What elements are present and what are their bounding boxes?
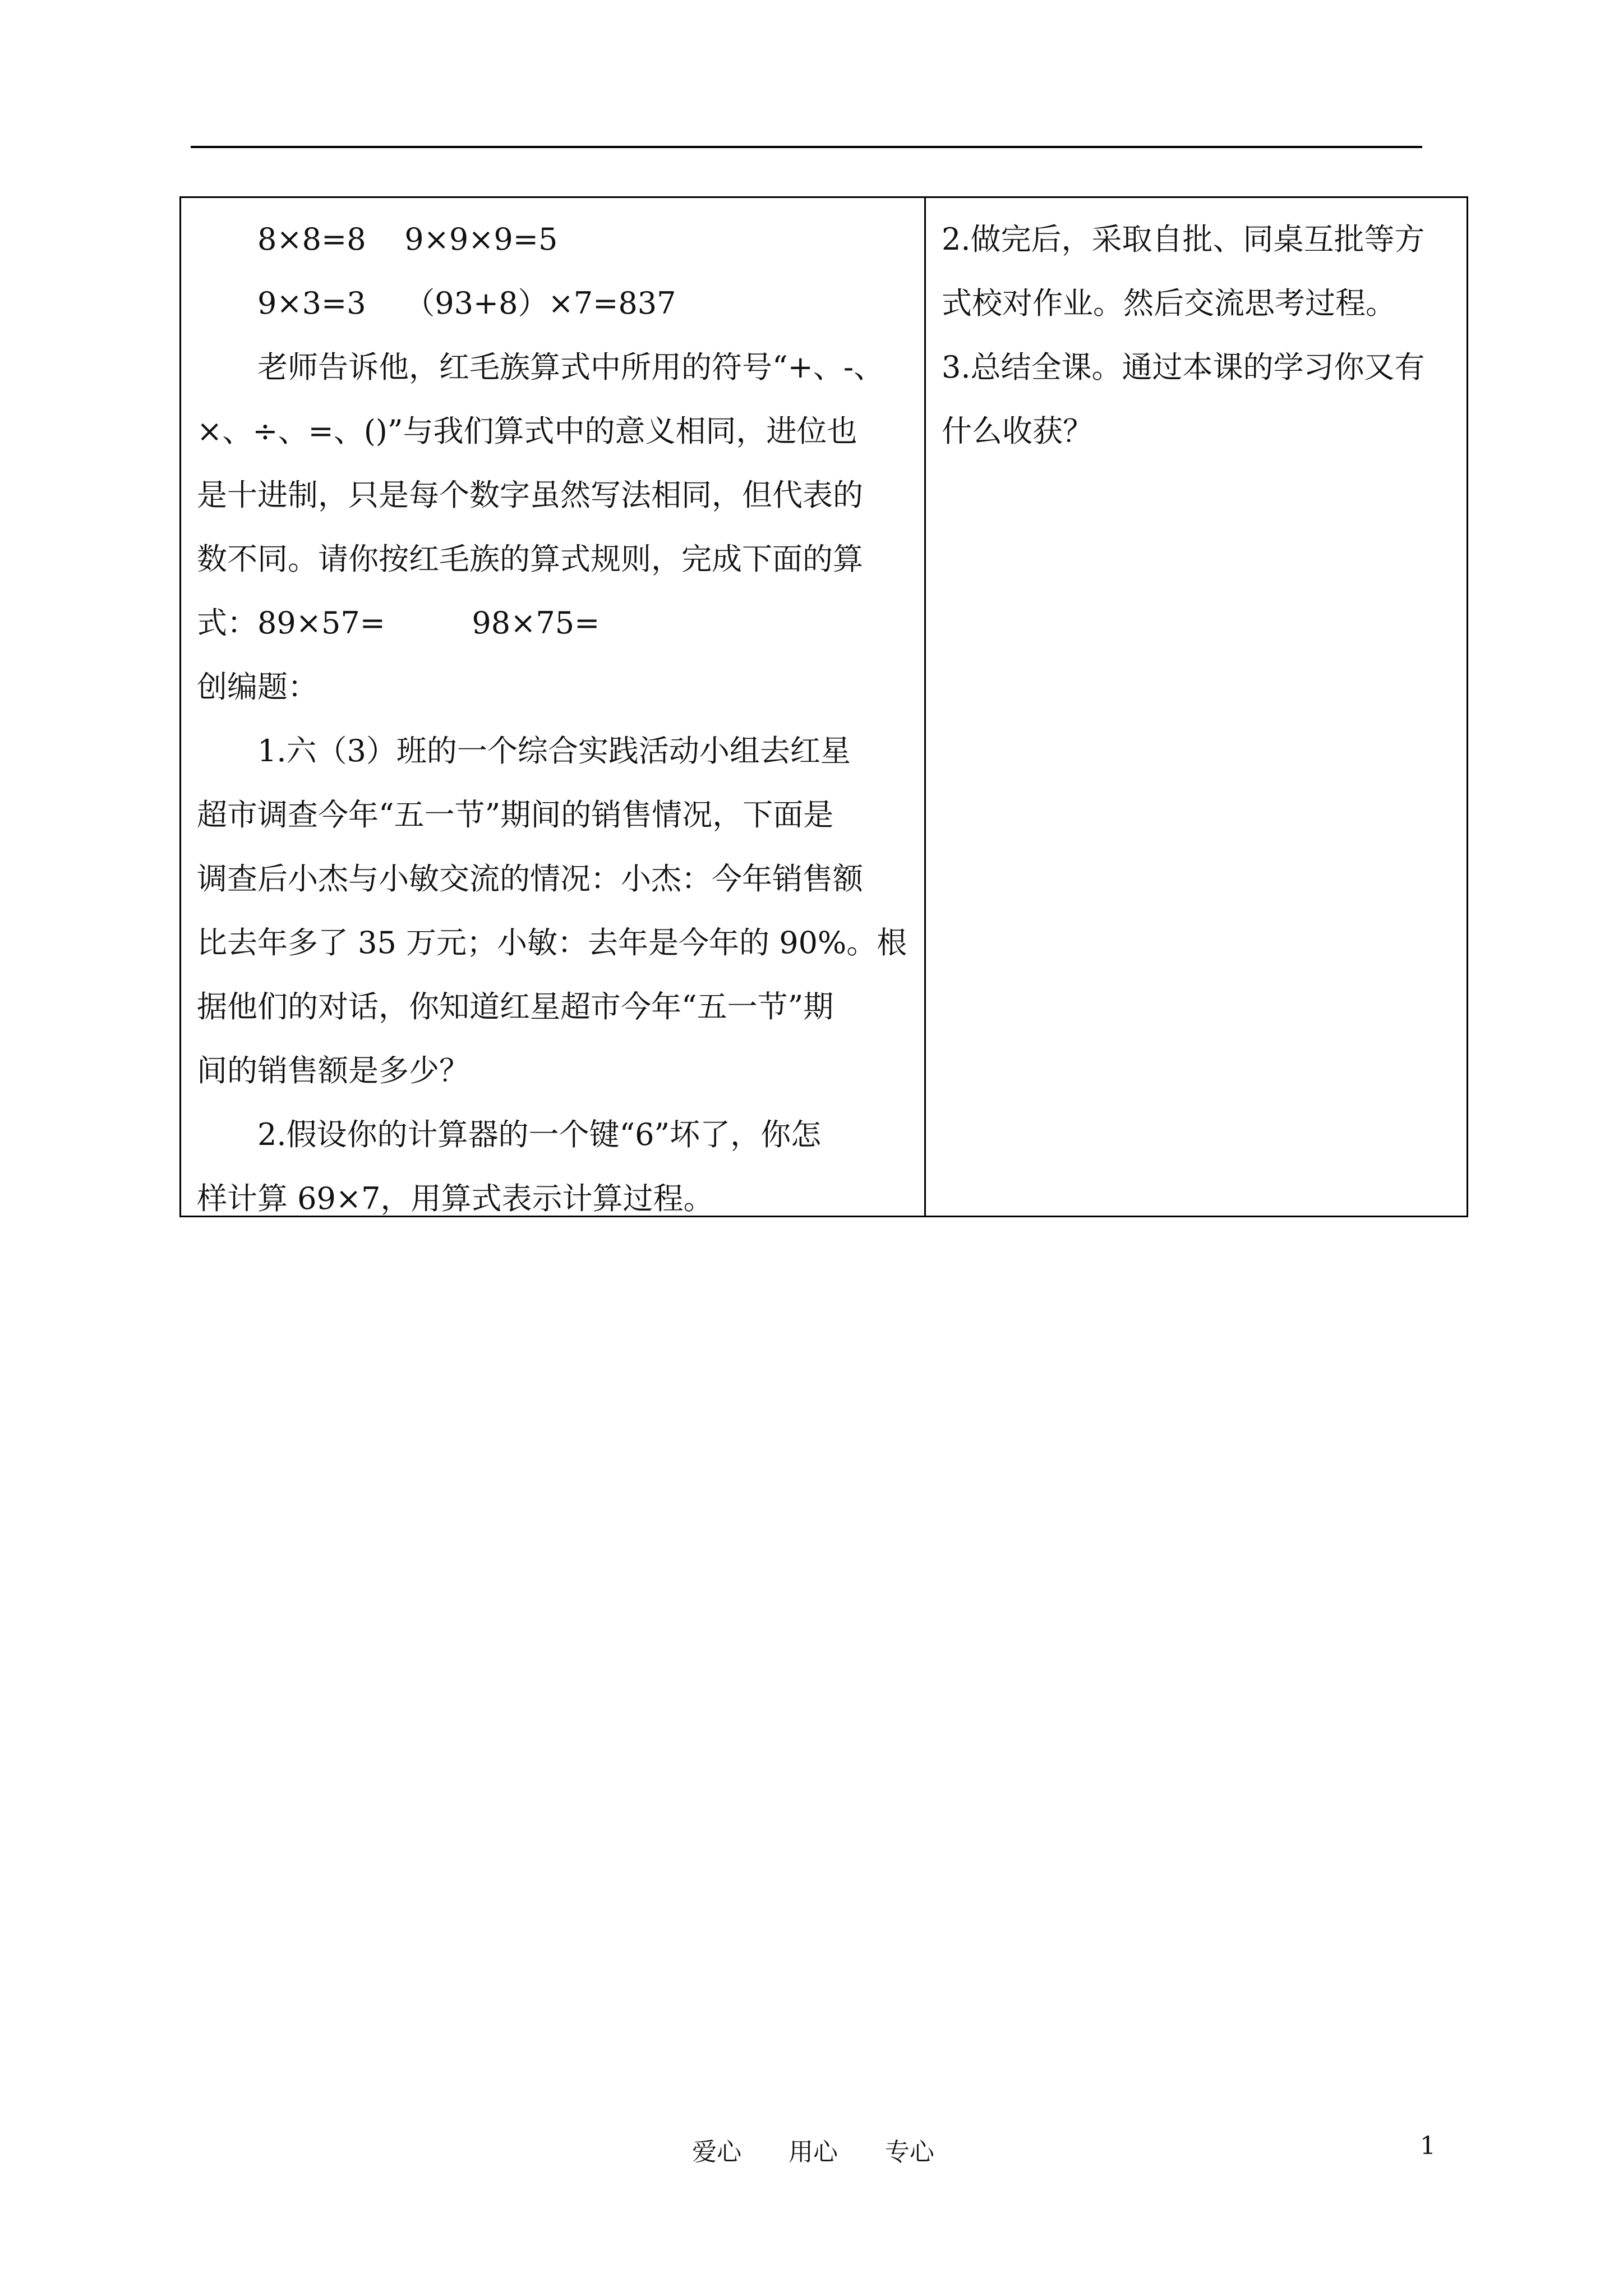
left-cell <box>181 196 924 1231</box>
text-line: 2.假设你的计算器的一个键“6”坏了，你怎 <box>257 1117 822 1152</box>
footer-motto: 爱心 用心 专心 <box>692 2138 934 2166</box>
text-line: 样计算 69×7，用算式表示计算过程。 <box>197 1181 714 1216</box>
header-rule <box>191 146 1422 148</box>
text-line: 超市调查今年“五一节”期间的销售情况，下面是 <box>197 797 834 832</box>
text-line: 9×3=3 （93+8）×7=837 <box>257 286 676 321</box>
text-line: 1.六（3）班的一个综合实践活动小组去红星 <box>257 733 851 769</box>
text-line: 间的销售额是多少？ <box>197 1053 469 1088</box>
right-cell <box>926 196 1467 463</box>
text-line: 3.总结全课。通过本课的学习你又有 <box>942 349 1425 385</box>
text-line: 比去年多了 35 万元；小敏：去年是今年的 90%。根 <box>197 925 907 960</box>
section-heading: 创编题： <box>197 669 318 705</box>
text-line: 数不同。请你按红毛族的算式规则，完成下面的算 <box>197 541 863 577</box>
page-number: 1 <box>1420 2132 1436 2160</box>
text-line: ×、÷、=、()”与我们算式中的意义相同，进位也 <box>197 413 857 449</box>
text-line: 式：89×57= 98×75= <box>197 605 600 641</box>
text-line: 是十进制，只是每个数字虽然写法相同，但代表的 <box>197 477 863 513</box>
text-line: 据他们的对话，你知道红星超市今年“五一节”期 <box>197 989 834 1024</box>
text-line: 2.做完后，采取自批、同桌互批等方 <box>942 222 1425 257</box>
text-line: 8×8=8 9×9×9=5 <box>257 222 558 257</box>
text-line: 什么收获？ <box>942 413 1093 449</box>
text-line: 调查后小杰与小敏交流的情况：小杰：今年销售额 <box>197 861 863 896</box>
text-line: 老师告诉他，红毛族算式中所用的符号“+、-、 <box>257 349 884 385</box>
text-line: 式校对作业。然后交流思考过程。 <box>942 286 1396 321</box>
